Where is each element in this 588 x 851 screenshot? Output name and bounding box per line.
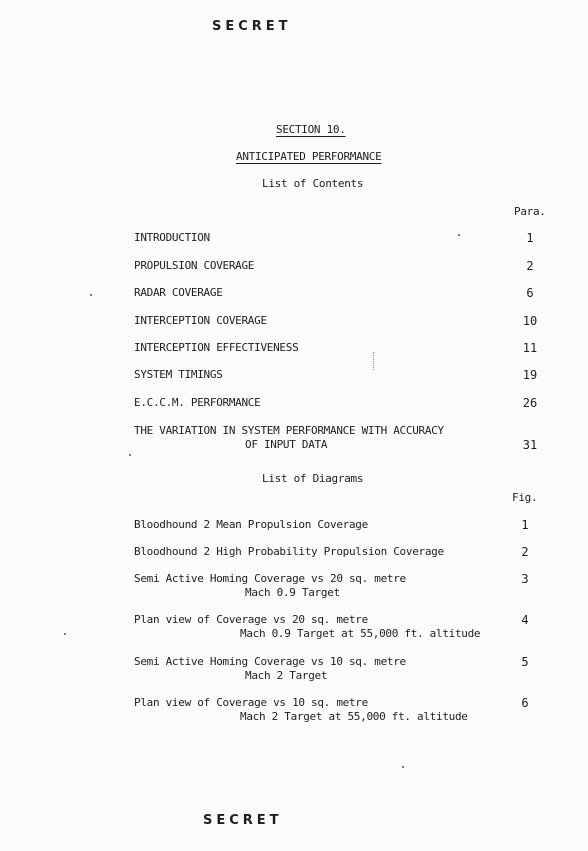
- contents-item-label: INTERCEPTION EFFECTIVENESS: [134, 341, 299, 354]
- diagram-item-label-continued: Mach 2 Target at 55,000 ft. altitude: [240, 710, 468, 723]
- scan-speck: [402, 766, 404, 768]
- contents-item-para: 19: [522, 368, 538, 382]
- diagram-item-label: Semi Active Homing Coverage vs 20 sq. metre: [134, 572, 406, 585]
- diagram-item-label: Bloodhound 2 Mean Propulsion Coverage: [134, 518, 368, 531]
- diagram-item-fig: 3: [521, 572, 529, 586]
- contents-item-para: 1: [526, 231, 534, 245]
- contents-item-label: E.C.C.M. PERFORMANCE: [134, 396, 261, 409]
- scan-mark: [373, 352, 376, 370]
- diagram-item-fig: 5: [521, 655, 529, 669]
- header-classification: SECRET: [212, 19, 292, 34]
- diagram-item-fig: 6: [521, 696, 529, 710]
- scan-speck: [90, 294, 92, 296]
- contents-item-label: RADAR COVERAGE: [134, 286, 223, 299]
- contents-item-para: 2: [526, 259, 534, 273]
- diagram-item-label: Semi Active Homing Coverage vs 10 sq. metre: [134, 655, 406, 668]
- scan-speck: [64, 633, 66, 635]
- contents-item-label-continued: OF INPUT DATA: [245, 438, 328, 451]
- diagram-item-label: Bloodhound 2 High Probability Propulsion Coverage: [134, 545, 444, 558]
- diagram-item-label: Plan view of Coverage vs 20 sq. metre: [134, 613, 368, 626]
- diagram-item-fig: 4: [521, 613, 529, 627]
- contents-item-para: 31: [522, 438, 538, 452]
- scan-speck: [129, 454, 131, 456]
- section-number: SECTION 10.: [276, 123, 346, 136]
- contents-item-label: INTERCEPTION COVERAGE: [134, 314, 267, 327]
- contents-item-para: 6: [526, 286, 534, 300]
- contents-item-para: 10: [522, 314, 538, 328]
- fig-column-label: Fig.: [512, 491, 538, 504]
- scan-speck: [458, 234, 460, 236]
- diagram-item-label-continued: Mach 0.9 Target at 55,000 ft. altitude: [240, 627, 481, 640]
- contents-item-para: 11: [522, 341, 538, 355]
- contents-item-para: 26: [522, 396, 538, 410]
- diagram-item-label-continued: Mach 2 Target: [245, 669, 328, 682]
- contents-item-label: PROPULSION COVERAGE: [134, 259, 255, 272]
- diagram-item-fig: 1: [521, 518, 529, 532]
- diagram-item-fig: 2: [521, 545, 529, 559]
- contents-item-label: THE VARIATION IN SYSTEM PERFORMANCE WITH ACCURACY: [134, 424, 444, 437]
- diagrams-heading: List of Diagrams: [262, 472, 364, 485]
- diagram-item-label: Plan view of Coverage vs 10 sq. metre: [134, 696, 368, 709]
- diagram-item-label-continued: Mach 0.9 Target: [245, 586, 340, 599]
- contents-item-label: SYSTEM TIMINGS: [134, 368, 223, 381]
- contents-item-label: INTRODUCTION: [134, 231, 210, 244]
- section-title: ANTICIPATED PERFORMANCE: [236, 150, 382, 163]
- contents-heading: List of Contents: [262, 177, 364, 190]
- footer-classification: SECRET: [203, 813, 283, 828]
- para-column-label: Para.: [514, 205, 546, 218]
